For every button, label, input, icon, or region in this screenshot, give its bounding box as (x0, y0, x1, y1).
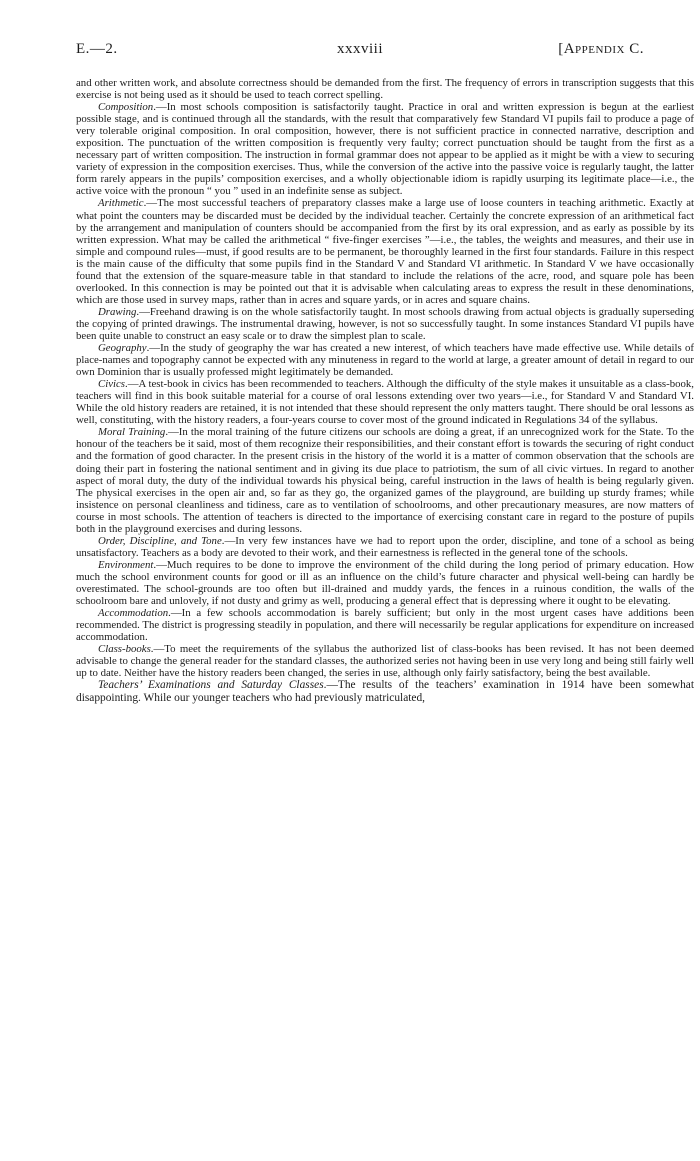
paragraph-text: .—In the study of geography the war has created a new interest, of which teachers have made effective use. While details of place-names and topography cannot be expected with any minuteness in regard to the world at large, a greater amount of detail in regard to our own Dominion thar is usually professed might legitimately be demanded. (76, 342, 694, 379)
section-heading: Drawing (98, 305, 137, 318)
paragraph-text: .—In very few instances have we had to report upon the order, discipline, and tone of a school as being unsatisfactory. Teachers as a body are devoted to their work, and their earnestness is reflected in the general tone of the schools. (76, 534, 695, 559)
paragraph-order-discipline-tone (76, 535, 694, 559)
section-heading: Geography (98, 342, 147, 355)
section-heading: Environment (98, 558, 154, 571)
paragraph-text: .—Much requires to be done to improve the environment of the child during the long period of primary education. How much the school environment counts for good or ill as an influence on the child’s future character and physical well-being can hardly be overestimated. The school-grounds are too often but ill-drained and muddy yards, the fences in a ruinous condition, the walls of the schoolroom bare and unlovely, if not dusty and grimy as well, producing a general effect that is depressing where it ought to be elevating. (76, 558, 694, 608)
paragraph-text: .—A test-book in civics has been recommended to teachers. Although the difficulty of the style makes it unsuitable as a class-book, teachers will find in this book suitable material for a course of oral lessons extending over two years—i.e., for Standard V and Standard VI. While the old history readers are retained, it is not intended that these should represent the only matters taught. There should be oral lessons as well, constituting, with the history readers, a four-years course to cover most of the ground indicated in Regulations 34 of the syllabus. (76, 378, 694, 427)
paragraph-drawing (76, 306, 694, 342)
paragraph-moral-training (76, 426, 694, 534)
page-header (76, 41, 644, 61)
section-heading: Civics (98, 378, 125, 391)
page-number: xxxviii (336, 41, 383, 57)
section-heading: Teachers’ Examinations and Saturday Classes (98, 679, 324, 692)
paragraph-text: .—In a few schools accommodation is barely sufficient; but only in the most urgent cases have additions been recommended. The district is progressing steadily in population, and there will necessarily be regular applications for expenditure on increased accommodation. (76, 607, 694, 644)
paragraph-text: .—The most successful teachers of preparatory classes make a large use of loose counters in teaching arithmetic. Exactly at what point the counters may be discarded must be decided by the individual teacher. Certainly the concrete expression of an arithmetical fact by the arrangement and manipulation of counters should be accompanied from the first by its oral expression, and as early as possible by its written expression. What may be called the arithmetical “ five-finger exercises ”—i.e., the tables, the weights and measures, and their use in simple and compound rules—must, if good results are to be permanent, be thoroughly learned in the first four standards. Failure in this respect is the main cause of the difficulty that some pupils find in the Standard V and Standard VI arithmetic. In Standard V we have occasionally found that the extension of the square-measure table in that standard to include the relations of the acre, rood, and square pole has been overlooked. In this connection is may be pointed out that it is advisable when calculating areas to express the result in these denominations, which are those used in survey maps, rather than in acres and square yards, or in acres and square chains. (76, 197, 694, 306)
section-heading: Moral Training (98, 426, 166, 439)
paragraph-composition (76, 101, 694, 197)
paragraph-text: .—The results of the teachers’ examination in 1914 have been somewhat disappointing. While our younger teachers who had previously matriculated, (76, 679, 694, 704)
body-text (76, 77, 694, 705)
paragraph-class-books (76, 643, 694, 679)
section-heading: Order, Discipline, and Tone (98, 534, 222, 547)
paragraph-text: .—Freehand drawing is on the whole satisfactorily taught. In most schools drawing from actual objects is gradually superseding the copying of printed drawings. The instrumental drawing, however, is not so successfully taught. In some instances Standard VI pupils have been quite unable to construct an easy scale or to draw the simplest plan to scale. (76, 305, 694, 342)
paragraph-text: and other written work, and absolute correctness should be demanded from the first. The frequency of errors in transcription suggests that this exercise is not being used as it should be used to teach correct spelling. (76, 77, 694, 102)
paragraph-text: .—In the moral training of the future citizens our schools are doing a great, if an unrecognized work for the State. To the honour of the teachers be it said, most of them recognize their responsibilities, and their constant effort is towards the securing of right conduct and the formation of good character. In the present crisis in the history of the world it is a matter of common observation that the schools are doing their part in fostering the national sentiment and in giving its due place to patriotism, the sum of all civic virtues. In regard to another aspect of moral duty, the duty of the individual towards his physical being, careful instruction in the laws of health is being regularly given. The physical exercises in the open air and, so far as they go, the organized games of the playground, are building up sturdy frames; while insistence on personal cleanliness and tidiness, care as to ventilation of schoolrooms, and other precautionary measures, are now matters of course in most schools. The attention of teachers is directed to the importance of exercising constant care in regard to the posture of pupils both in the playground exercises and during lessons. (76, 426, 695, 535)
paragraph-environment (76, 559, 694, 607)
document-code: E.—2. (76, 41, 118, 57)
paragraph-accommodation (76, 607, 694, 643)
section-heading: Accommodation (98, 607, 169, 620)
section-heading: Composition (98, 101, 154, 114)
section-heading: Class-books (98, 643, 151, 656)
paragraph-geography (76, 342, 694, 378)
appendix-label: [Appendix C. (558, 41, 644, 57)
paragraph-text: .—In most schools composition is satisfactorily taught. Practice in oral and written expression is begun at the earliest possible stage, and is continued through all the standards, with the result that comparatively few Standard VI pupils fail to produce a page of very tolerable original composition. In oral composition, however, there is not sufficient practice in connected narrative, description and exposition. The punctuation of the written composition is frequently very faulty; correct punctuation should be taught from the first as a necessary part of written composition. The instruction in formal grammar does not appear to be applied as it might be with a view to securing variety of expression in the composition exercises. Thus, while the conversion of the active into the passive voice is regularly taught, the latter form rarely appears in the pupils’ composition exercises, and a wholly objectionable idiom is rapidly usurping its legitimate place—i.e., the active voice with the pronoun “ you ” used in an indefinite sense as subject. (76, 101, 694, 198)
paragraph-arithmetic (76, 197, 694, 305)
paragraph-teachers-examinations (76, 679, 694, 704)
paragraph-text: .—To meet the requirements of the syllabus the authorized list of class-books has been revised. It has not been deemed advisable to change the general reader for the standard classes, the authorized series not having been in use very long and being still fairly well up to date. Neither have the history readers been changed, the series in use, although only fairly satisfactory, being the best available. (76, 643, 694, 680)
paragraph-civics (76, 378, 694, 426)
paragraph-continuation (76, 77, 694, 101)
section-heading: Arithmetic (98, 197, 144, 210)
